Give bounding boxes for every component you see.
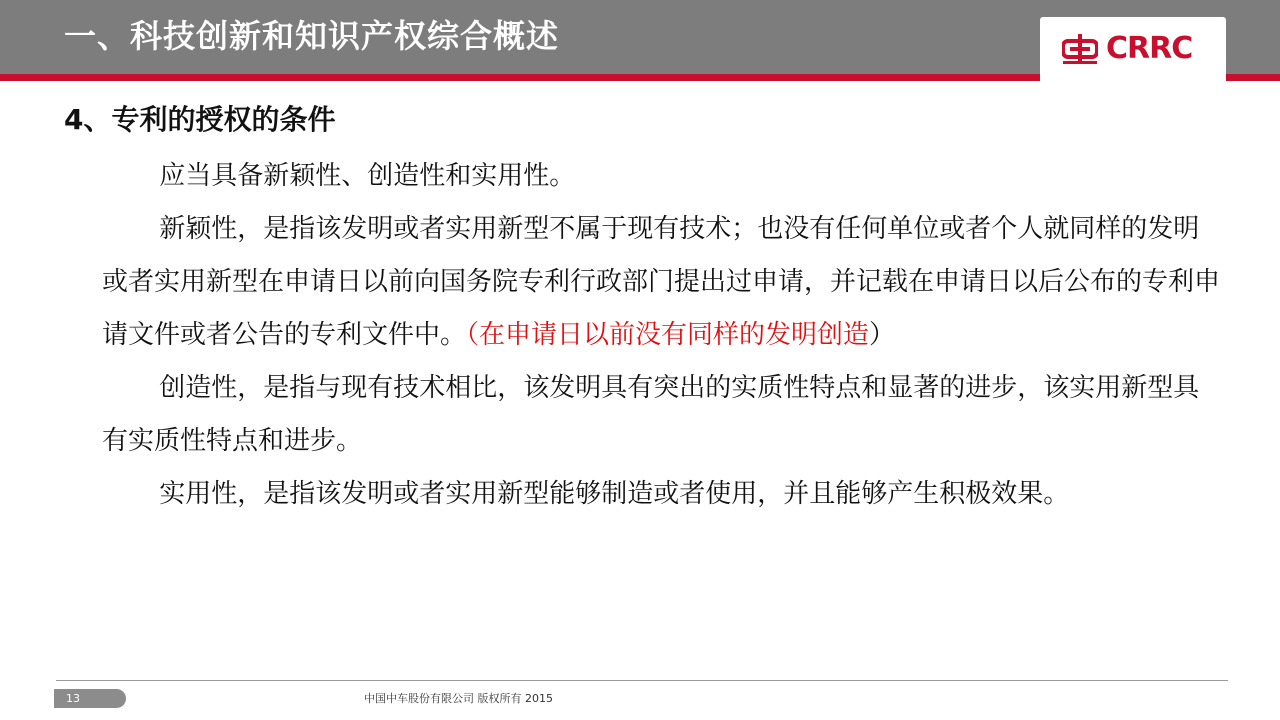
novelty-text: 新颖性，是指该发明或者实用新型不属于现有技术；也没有任何单位或者个人就同样的发明或者实用新型在申请日以前向国务院专利行政部门提出过申请，并记载在申请日以后公布的专利申请文件或者公告的专利文件中。	[102, 214, 1221, 350]
paragraph-inventiveness: 创造性，是指与现有技术相比，该发明具有突出的实质性特点和显著的进步，该实用新型具有实质性特点和进步。	[102, 373, 1200, 456]
slide-title: 一、科技创新和知识产权综合概述	[64, 17, 560, 55]
logo-box	[1040, 17, 1226, 121]
logo-text: CRRC	[1106, 31, 1193, 66]
section-heading: 4、专利的授权的条件	[64, 103, 336, 136]
footer-divider	[56, 680, 1228, 681]
paragraph-requirements: 应当具备新颖性、创造性和实用性。	[159, 161, 576, 191]
copyright-notice: 中国中车股份有限公司 版权所有 2015	[364, 692, 553, 705]
paragraph-utility: 实用性，是指该发明或者实用新型能够制造或者使用，并且能够产生积极效果。	[159, 479, 1070, 509]
crrc-logo-icon	[1062, 33, 1098, 65]
paragraph-novelty	[102, 203, 1222, 362]
novelty-note: 在申请日以前没有同样的发明创造	[479, 320, 870, 350]
page-number: 13	[66, 692, 80, 705]
content-body	[102, 150, 1222, 521]
page-number-badge	[54, 689, 126, 708]
note-close-paren: ）	[869, 320, 896, 350]
note-open-paren: （	[466, 320, 480, 350]
